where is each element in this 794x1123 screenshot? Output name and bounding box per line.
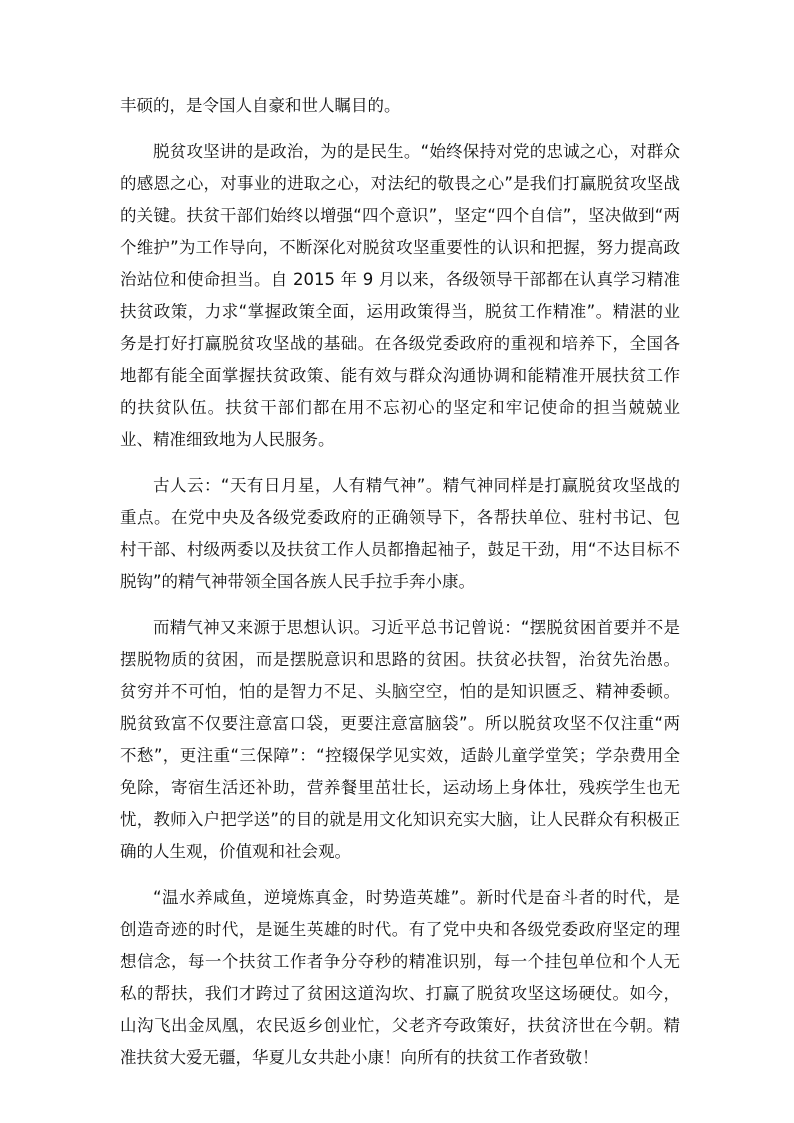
paragraph-continuation: 丰硕的，是令国人自豪和世人瞩目的。 [120,96,401,115]
document-body [120,90,680,1074]
paragraph-politics-livelihood: 脱贫攻坚讲的是政治，为的是民生。“始终保持对党的忠诚之心，对群众的感恩之心，对事业的进取之心，对法纪的敬畏之心”是我们打赢脱贫攻坚战的关键。扶贫干部们始终以增强“四个意识”，坚定“四个自信”，坚决做到“两个维护”为工作导向，不断深化对脱贫攻坚重要性的认识和把握，努力提高政治站位和使命担当。自 2015 年 9 月以来，各级领导干部都在认真学习精准扶贫政策，力求“掌握政策全面，运用政策得当，脱贫工作精准”。精湛的业务是打好打赢脱贫攻坚战的基础。在各级党委政府的重视和培养下，全国各地都有能全面掌握扶贫政策、能有效与群众沟通协调和能精准开展扶贫工作的扶贫队伍。扶贫干部们都在用不忘初心的坚定和牢记使命的担当兢兢业业、精准细致地为人民服务。 [120,142,680,449]
paragraph-ideology: 而精气神又来源于思想认识。习近平总书记曾说：“摆脱贫困首要并不是摆脱物质的贫困，而是摆脱意识和思路的贫困。扶贫必扶智，治贫先治愚。贫穷并不可怕，怕的是智力不足、头脑空空，怕的是知识匮乏、精神委顿。脱贫致富不仅要注意富口袋，更要注意富脑袋”。所以脱贫攻坚不仅注重“两不愁”，更注重“三保障”：“控辍保学见实效，适龄儿童学堂笑；学杂费用全免除，寄宿生活还补助，营养餐里茁壮长，运动场上身体壮，残疾学生也无忧，教师入户把学送”的目的就是用文化知识充实大脑，让人民群众有积极正确的人生观，价值观和社会观。 [120,618,680,861]
paragraph-spirit: 古人云：“天有日月星，人有精气神”。精气神同样是打赢脱贫攻坚战的重点。在党中央及各级党委政府的正确领导下，各帮扶单位、驻村书记、包村干部、村级两委以及扶贫工作人员都撸起袖子，鼓足干劲，用“不达目标不脱钩”的精气神带领全国各族人民手拉手奔小康。 [120,476,680,591]
paragraph-heroes: “温水养咸鱼，逆境炼真金，时势造英雄”。新时代是奋斗者的时代，是创造奇迹的时代，是诞生英雄的时代。有了党中央和各级党委政府坚定的理想信念，每一个扶贫工作者争分夺秒的精准识别，每一个挂包单位和个人无私的帮扶，我们才跨过了贫困这道沟坎、打赢了脱贫攻坚这场硬仗。如今，山沟飞出金凤凰，农民返乡创业忙，父老齐夸政策好，扶贫济世在今朝。精准扶贫大爱无疆，华夏儿女共赴小康！向所有的扶贫工作者致敬！ [120,888,680,1067]
